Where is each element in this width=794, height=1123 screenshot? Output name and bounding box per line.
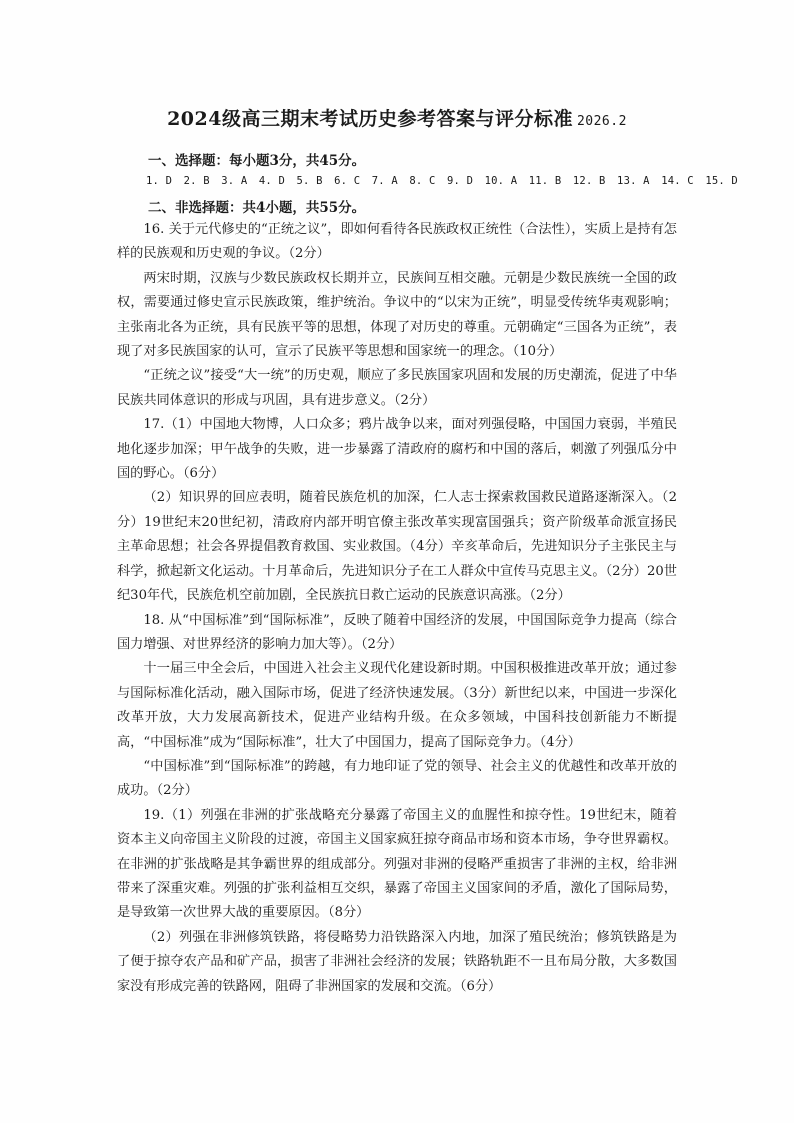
page-title [0, 104, 794, 131]
q19-part1: 19.（1）列强在非洲的扩张战略充分暴露了帝国主义的血腥性和掠夺性。19世纪末，随着资本主义向帝国主义阶段的过渡，帝国主义国家疯狂掠夺商品市场和资本市场，争夺世界霸权。在非洲的扩张战略是其争霸世界的组成部分。列强对非洲的侵略严重损害了非洲的主权，给非洲带来了深重灾难。列强的扩张利益相互交织，暴露了帝国主义国家间的矛盾，激化了国际局势，是导致第一次世界大战的重要原因。（8分） [117, 807, 677, 921]
answer-item: 12. B [572, 175, 606, 187]
answer-item: 13. A [617, 175, 650, 187]
q17-part1: 17.（1）中国地大物博，人口众多；鸦片战争以来，面对列强侵略，中国国力衰弱，半殖民地化逐步加深；甲午战争的失败，进一步暴露了清政府的腐朽和中国的落后，刺激了列强瓜分中国的野心。（6分） [117, 417, 677, 482]
answer-item: 2. B [183, 175, 210, 187]
answer-item: 10. A [484, 175, 518, 187]
answer-item: 8. C [409, 175, 436, 187]
q18-evaluation: “中国标准”到“国际标准”的跨越，有力地印证了党的领导、社会主义的优越性和改革开放的成功。（2分） [117, 758, 677, 799]
answer-item: 6. C [334, 175, 361, 187]
answer-item: 3. A [221, 175, 248, 187]
q17-part2: （2）知识界的回应表明，随着民族危机的加深，仁人志士探索救国救民道路逐渐深入。（2分）19世纪末20世纪初，清政府内部开明官僚主张改革实现富国强兵；资产阶级革命派宣扬民主革命思想；社会各界提倡教育救国、实业救国。（4分）辛亥革命后，先进知识分子主张民主与科学，掀起新文化运动。十月革命后，先进知识分子在工人群众中宣传马克思主义。（2分）20世纪30年代，民族危机空前加剧，全民族抗日救亡运动的民族意识高涨。（2分） [117, 490, 677, 604]
answer-item: 9. D [447, 175, 474, 187]
q19-part2: （2）列强在非洲修筑铁路，将侵略势力沿铁路深入内地，加深了殖民统治；修筑铁路是为了便于掠夺农产品和矿产品，损害了非洲社会经济的发展；铁路轨距不一且布局分散，大多数国家没有形成完善的铁路网，阻碍了非洲国家的发展和交流。（6分） [117, 929, 677, 994]
answer-item: 4. D [258, 175, 285, 187]
exam-date: 2026.2 [576, 114, 627, 129]
answer-item: 5. B [296, 175, 323, 187]
answer-list [146, 175, 738, 187]
q18-analysis: 十一届三中全会后，中国进入社会主义现代化建设新时期。中国积极推进改革开放；通过参与国际标准化活动，融入国际市场，促进了经济快速发展。（3分）新世纪以来，中国进一步深化改革开放，大力发展高新技术，促进产业结构升级。在众多领域，中国科技创新能力不断提高，“中国标准”成为“国际标准”，壮大了中国国力，提高了国际竞争力。（4分） [117, 661, 677, 750]
answer-item: 11. B [528, 175, 562, 187]
q16-analysis: 两宋时期，汉族与少数民族政权长期并立，民族间互相交融。元朝是少数民族统一全国的政权，需要通过修史宣示民族政策，维护统治。争议中的“以宋为正统”，明显受传统华夷观影响；主张南北各为正统，具有民族平等的思想，体现了对历史的尊重。元朝确定“三国各为正统”，表现了对多民族国家的认可，宣示了民族平等思想和国家统一的理念。（10分） [117, 270, 677, 360]
answer-item: 14. C [661, 175, 694, 187]
q16-statement: 16. 关于元代修史的“正统之议”，即如何看待各民族政权正统性（合法性），实质上是持有怎样的民族观和历史观的争议。（2分） [117, 222, 677, 262]
section-non-choice-heading: 二、非选择题：共4小题，共55分。 [148, 200, 366, 216]
answer-item: 15. D [705, 175, 738, 187]
answer-item: 7. A [371, 175, 398, 187]
answer-body [117, 218, 677, 999]
answer-item: 1. D [146, 175, 173, 187]
q18-statement: 18. 从“中国标准”到“国际标准”，反映了随着中国经济的发展，中国国际竞争力提高（综合国力增强、对世界经济的影响力加大等）。（2分） [117, 612, 677, 652]
section-multiple-choice-heading: 一、选择题：每小题3分，共45分。 [148, 153, 366, 169]
q16-evaluation: “正统之议”接受“大一统”的历史观，顺应了多民族国家巩固和发展的历史潮流，促进了中华民族共同体意识的形成与巩固，具有进步意义。（2分） [117, 368, 677, 408]
title-text: 2024级高三期末考试历史参考答案与评分标准 [167, 108, 573, 130]
